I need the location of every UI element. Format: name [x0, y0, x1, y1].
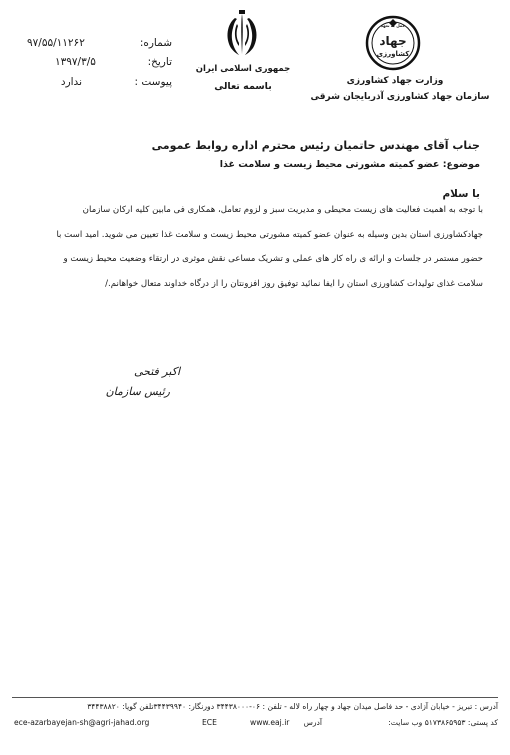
addressee: جناب آقای مهندس حاتمیان رئیس محترم اداره روابط عمومی [151, 139, 480, 152]
signatory-name: اکبر فتحی [133, 365, 180, 378]
letter-line: جهادکشاورزی استان بدین وسیله به عنوان عضو کمیته مشورتی محیط زیست و سلامت غذا تعیین می شوید. امید است با [56, 229, 483, 240]
footer-address: آدرس : تبریز - خیابان آزادی - حد فاصل میدان جهاد و چهار راه لاله - تلفن : ۰۶-۳۴۴۳۸۰۰۰ دورنگار: ۳۴۴۳۹۹۴۰تلفن گویا: ۳۴۴۳۸۸۲۰ [87, 702, 498, 711]
attachment-label: پیوست : [134, 76, 172, 88]
footer-site-label: آدرس [303, 718, 322, 727]
letter-line: سلامت غذای تولیدات کشاورزی استان را ایفا نمائید توفیق روز افزونتان را از درگاه خداوند متعال خواهانم./ [105, 278, 483, 289]
ministry-logo [364, 14, 422, 72]
ministry-name: وزارت جهاد کشاورزی [346, 76, 444, 86]
letter-number-label: شماره: [139, 37, 172, 49]
organization-name: سازمان جهاد کشاورزی آذربایجان شرقی [310, 92, 490, 102]
attachment-value: ندارد [60, 76, 82, 88]
subject: موضوع: عضو کمیته مشورتی محیط زیست و سلامت غذا [219, 159, 480, 170]
letter-line: حضور مستمر در جلسات و ارائه ی راه کار های عملی و تشریک مساعی نقش موثری در ارتقاء وضعیت محیط زیست و [63, 254, 483, 264]
letter-line: با توجه به اهمیت فعالیت های زیست محیطی و مدیریت سبز و لزوم تعامل، همکاری فی مابین کلیه ارکان سازمان [82, 205, 483, 215]
logo-top-text: عمل به تعهد [380, 23, 406, 28]
letter-motto: باسمه تعالی [214, 81, 272, 92]
letter-number-value: ۹۷/۵۵/۱۱۲۶۲ [27, 37, 85, 49]
country-name: جمهوری اسلامی ایران [195, 64, 291, 74]
footer-ece-label: ECE [202, 718, 217, 727]
iran-emblem-icon [217, 10, 267, 62]
letter-date-value: ۱۳۹۷/۳/۵ [55, 56, 96, 68]
logo-sub-text: کشاورزی [376, 50, 410, 58]
footer-website[interactable]: www.eaj.ir [250, 718, 290, 727]
greeting: با سلام [442, 188, 480, 200]
footer-postal: کد پستی: ۵۱۷۳۸۶۵۹۵۳ وب سایت: [388, 718, 498, 727]
logo-main-text: جهاد [379, 34, 407, 48]
letter-body [33, 198, 483, 296]
footer-email[interactable]: ece-azarbayejan-sh@agri-jahad.org [14, 718, 150, 727]
footer-divider [12, 697, 498, 698]
letter-date-label: تاریخ: [147, 56, 172, 68]
signatory-title: رئیس سازمان [105, 385, 170, 398]
